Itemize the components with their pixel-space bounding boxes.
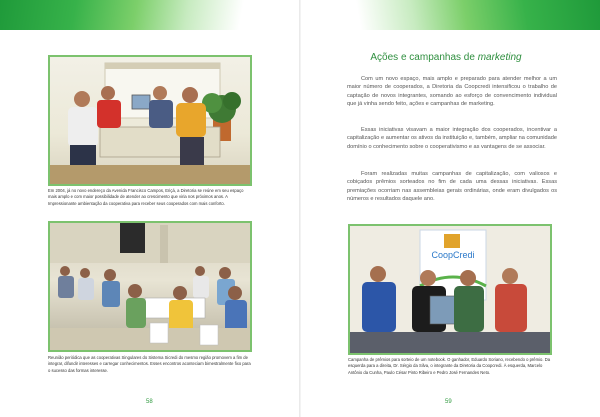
photo-hall-meeting [48,221,252,352]
caption-prize-winners: Campanha de prêmios para sorteio de um notebook. O ganhador, Eduardo Soriano, recebendo o prêmio. Da esquerda para a direita, Dr. Sérgio da Silva, o integrante da Diretoria da Coopcredi. À esquerda, Marcelo Antônio da Cunha, Paulo César Pinto Ribeiro e Pedro José Fernandes Neto. [348,357,551,375]
photo-office-meeting [48,55,252,186]
body-paragraph-2: Essas iniciativas visavam a maior integração dos cooperados, incentivar a capitalização e aumentar os ativos da instituição e, também, ampliar na comunidade domínio o conhecimento sobre o cooperativismo e as vantagens de se associar. [347,127,557,150]
page-number-right: 59 [445,399,452,405]
header-band-right [300,0,600,30]
page-number-left: 58 [146,399,153,405]
section-title: Ações e campanhas de marketing [370,52,522,63]
photo-prize-winners [348,224,552,355]
header-band-left [0,0,300,30]
page-fold [299,0,301,417]
caption-office-meeting: Em 2004, já no novo endereço da Avenida Francisco Campos, Eriçá, a Diretoria se reúne em seu espaço mais amplo e com maior possibilidade de atender ao crescimento que viria nos próximos anos. A Impressionante ambientação da cooperativa para receber seus cooperados com mais conforto. [48,188,244,206]
body-paragraph-3: Foram realizadas muitas campanhas de capitalização, com valiosos e cobiçados prêmios sorteados no fim de cada uma dessas iniciativas. Essas premiações ocorriam nas assembleias gerais ordinárias, onde eram divulgados os números e resultados daquele ano. [347,171,557,203]
caption-hall-meeting: Reunião periódica que as cooperativas Singulares do Sistema Sicredi do mesmo região promovem a fim de integrar, difundir interesses e carregar conhecimentos. Esses encontros aconteciam bimestralmente fixo para o sucesso das formas interesse. [48,355,251,373]
banner-text: CoopCredi [431,250,475,260]
body-paragraph-1: Com um novo espaço, mais amplo e preparado para atender melhor a um maior número de cooperados, a Diretoria da Coopcredi intensificou o trabalho de captação de novos integrantes, somando ao esforço de convencimento individual que já vinha sendo feito, ações e campanhas de marketing. [347,76,557,108]
